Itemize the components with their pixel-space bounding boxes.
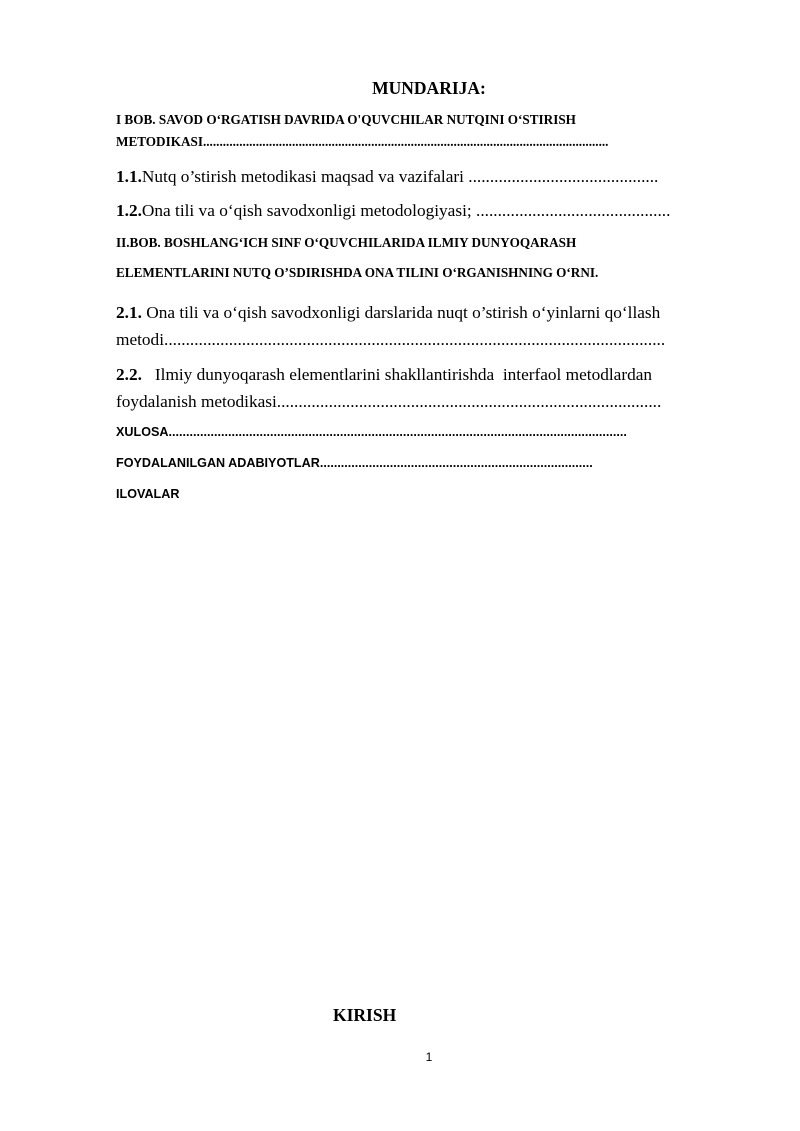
toc-section-1-2-text: Ona tili va o‘qish savodxonligi metodologiyasi; .............................................: [141, 201, 671, 220]
next-section-heading: KIRISH: [333, 1005, 397, 1025]
toc-section-2-2-number: 2.2.: [116, 365, 142, 384]
page-title: MUNDARIJA:: [372, 78, 486, 98]
toc-section-2-1-number: 2.1.: [116, 303, 142, 322]
toc-references: FOYDALANILGAN ADABIYOTLAR..............................................................................: [116, 456, 593, 470]
toc-chapter-1-title-line-2: METODIKASI...........................................................................................................................: [116, 134, 609, 149]
toc-section-2-1-line-1: [116, 303, 726, 323]
toc-chapter-2-title-line-1: II.BOB. BOSHLANG‘ICH SINF O‘QUVCHILARIDA ILMIY DUNYOQARASH: [116, 235, 577, 250]
toc-section-1-1-text: Nutq o’stirish metodikasi maqsad va vazifalari ............................................: [141, 167, 659, 186]
page-number: 1: [425, 1050, 433, 1064]
toc-section-2-2-text: Ilmiy dunyoqarash elementlarini shakllantirishda interfaol metodlardan: [141, 365, 653, 384]
toc-section-2-1-line-2: metodi....................................................................................................................: [116, 330, 666, 349]
toc-appendices: ILOVALAR: [116, 487, 180, 501]
toc-conclusion: XULOSA...................................................................................................................................: [116, 425, 627, 439]
toc-section-1-2: [116, 201, 726, 221]
toc-section-2-1-text: Ona tili va o‘qish savodxonligi darslarida nuqt o’stirish o‘yinlarni qo‘llash: [141, 303, 661, 322]
toc-chapter-1-title-line-1: I BOB. SAVOD O‘RGATISH DAVRIDA O'QUVCHILAR NUTQINI O‘STIRISH: [116, 112, 576, 127]
toc-section-1-1-number: 1.1.: [116, 167, 142, 186]
toc-section-2-2-line-2: foydalanish metodikasi.........................................................................................: [116, 392, 662, 411]
toc-section-1-1: [116, 167, 726, 187]
toc-chapter-2-title-line-2: ELEMENTLARINI NUTQ O’SDIRISHDA ONA TILINI O‘RGANISHNING O‘RNI.: [116, 265, 599, 280]
toc-section-2-2-line-1: [116, 365, 726, 385]
toc-section-1-2-number: 1.2.: [116, 201, 142, 220]
